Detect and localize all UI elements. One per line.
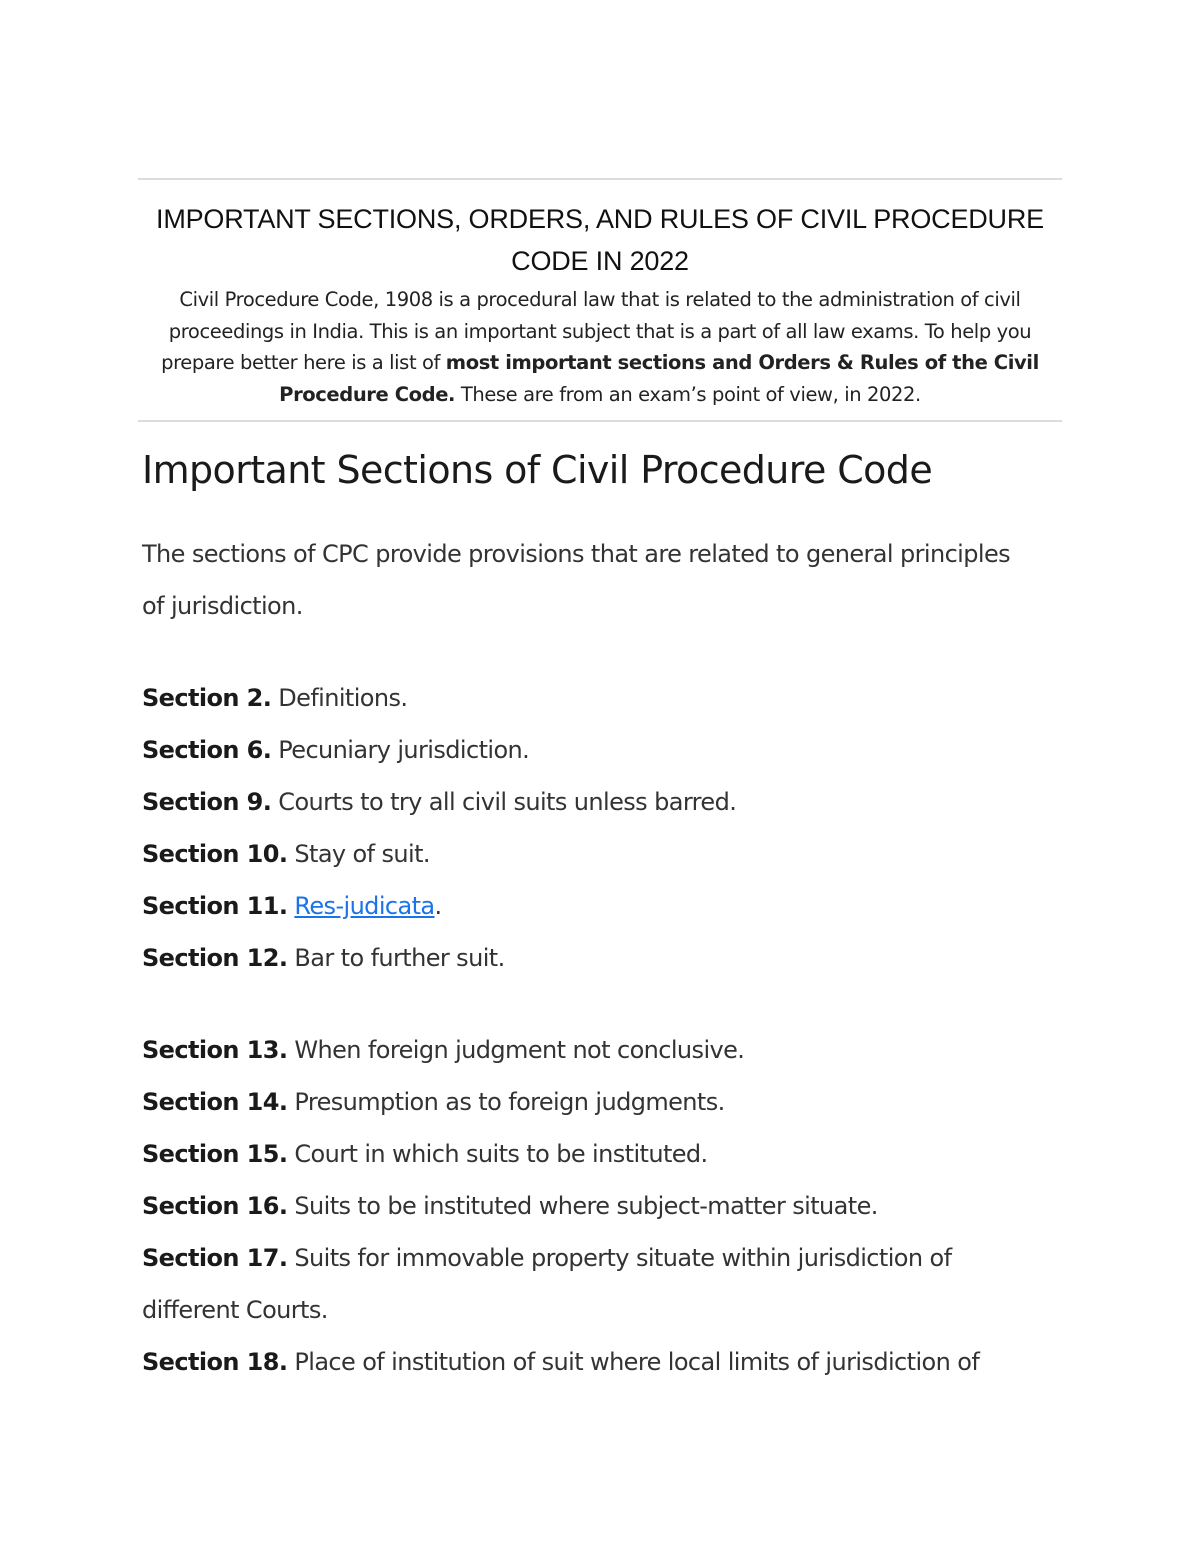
- section-number: Section 16.: [142, 1192, 288, 1220]
- section-item: [142, 828, 1042, 880]
- section-description: .: [434, 892, 442, 920]
- section-number: Section 2.: [142, 684, 272, 712]
- section-description: Court in which suits to be instituted.: [294, 1140, 708, 1168]
- section-description: Suits for immovable property situate within jurisdiction of different Courts.: [142, 1244, 952, 1324]
- section-number: Section 13.: [142, 1036, 288, 1064]
- section-description: Pecuniary jurisdiction.: [278, 736, 530, 764]
- section-item: [142, 1336, 1042, 1388]
- section-item: [142, 1180, 1042, 1232]
- section-item: [142, 932, 1042, 984]
- section-item: [142, 1076, 1042, 1128]
- section-item: [142, 724, 1042, 776]
- section-item: [142, 1232, 1042, 1336]
- header-box: [138, 178, 1062, 422]
- section-description: Suits to be instituted where subject-matter situate.: [294, 1192, 878, 1220]
- section-item: [142, 1024, 1042, 1076]
- section-number: Section 10.: [142, 840, 288, 868]
- section-description: Presumption as to foreign judgments.: [294, 1088, 725, 1116]
- section-number: Section 12.: [142, 944, 288, 972]
- section-item: [142, 672, 1042, 724]
- section-description: Stay of suit.: [294, 840, 430, 868]
- title-line-1: IMPORTANT SECTIONS, ORDERS, AND RULES OF CIVIL PROCEDURE: [156, 204, 1044, 234]
- section-description: Definitions.: [278, 684, 408, 712]
- title-line-2: CODE IN 2022: [511, 246, 689, 276]
- intro-paragraph: [144, 284, 1056, 410]
- section-number: Section 11.: [142, 892, 288, 920]
- section-number: Section 6.: [142, 736, 272, 764]
- section-item: [142, 880, 1042, 932]
- document-title: [138, 198, 1062, 282]
- section-description: Bar to further suit.: [294, 944, 505, 972]
- section-description: Place of institution of suit where local limits of jurisdiction of: [294, 1348, 980, 1376]
- res-judicata-link[interactable]: Res-judicata: [294, 892, 435, 920]
- intro-text-2: These are from an exam’s point of view, in 2022.: [455, 382, 921, 406]
- section-number: Section 17.: [142, 1244, 288, 1272]
- section-number: Section 15.: [142, 1140, 288, 1168]
- section-number: Section 18.: [142, 1348, 288, 1376]
- section-description: Courts to try all civil suits unless barred.: [278, 788, 737, 816]
- lead-paragraph: The sections of CPC provide provisions that are related to general principles of jurisdiction.: [142, 540, 1011, 620]
- section-list-2: [142, 1024, 1042, 1388]
- section-item: [142, 776, 1042, 828]
- section-list-1: [142, 672, 1042, 984]
- section-item: [142, 1128, 1042, 1180]
- intro-bold-text: most important sections and Orders & Rules of the Civil Procedure Code.: [279, 351, 1039, 406]
- section-description: When foreign judgment not conclusive.: [294, 1036, 745, 1064]
- section-number: Section 14.: [142, 1088, 288, 1116]
- section-number: Section 9.: [142, 788, 272, 816]
- section-heading: Important Sections of Civil Procedure Code: [142, 448, 933, 492]
- intro-text-1: Civil Procedure Code, 1908 is a procedural law that is related to the administration of civil proceedings in India. This is an important subject that is a part of all law exams. To help you prepare better here is a list of: [161, 288, 1032, 374]
